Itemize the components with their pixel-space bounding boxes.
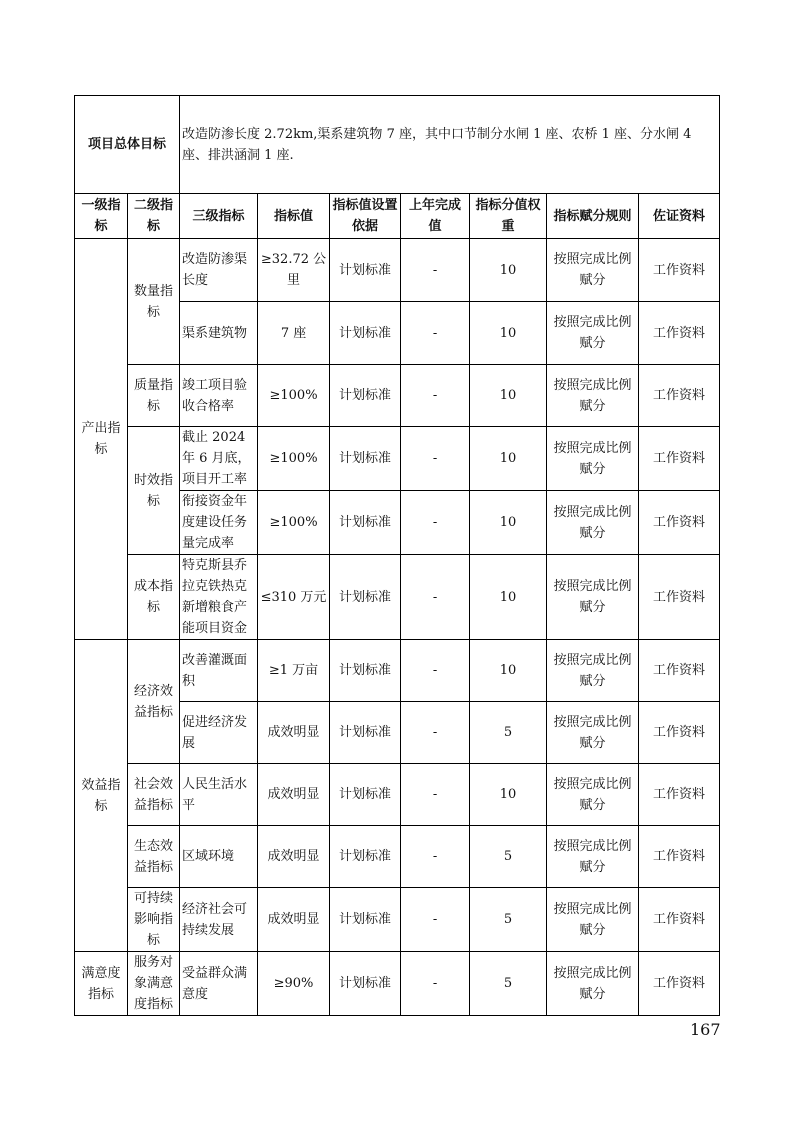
table-row bbox=[75, 365, 720, 427]
evidence-cell: 工作资料 bbox=[639, 555, 720, 640]
level3-cell: 竣工项目验收合格率 bbox=[180, 365, 258, 427]
weight-cell: 10 bbox=[470, 491, 547, 555]
value-cell: ≥100% bbox=[258, 427, 330, 491]
level3-cell: 受益群众满意度 bbox=[180, 952, 258, 1016]
weight-cell: 10 bbox=[470, 640, 547, 702]
table-row bbox=[75, 555, 720, 640]
basis-cell: 计划标准 bbox=[330, 302, 401, 365]
evidence-cell: 工作资料 bbox=[639, 491, 720, 555]
rule-cell: 按照完成比例赋分 bbox=[547, 427, 639, 491]
basis-cell: 计划标准 bbox=[330, 365, 401, 427]
level2-timeliness: 时效指标 bbox=[128, 427, 180, 555]
table-row bbox=[75, 239, 720, 302]
evidence-cell: 工作资料 bbox=[639, 302, 720, 365]
last-year-cell: - bbox=[401, 427, 470, 491]
basis-cell: 计划标准 bbox=[330, 239, 401, 302]
evidence-cell: 工作资料 bbox=[639, 640, 720, 702]
value-cell: 7 座 bbox=[258, 302, 330, 365]
header-rule: 指标赋分规则 bbox=[547, 194, 639, 239]
header-weight: 指标分值权重 bbox=[470, 194, 547, 239]
evidence-cell: 工作资料 bbox=[639, 702, 720, 764]
rule-cell: 按照完成比例赋分 bbox=[547, 555, 639, 640]
evidence-cell: 工作资料 bbox=[639, 365, 720, 427]
page-number: 167 bbox=[690, 1020, 721, 1039]
rule-cell: 按照完成比例赋分 bbox=[547, 764, 639, 826]
goal-text: 改造防渗长度 2.72km,渠系建筑物 7 座，其中口节制分水闸 1 座、农桥 1 座、分水闸 4 座、排洪涵洞 1 座. bbox=[180, 96, 720, 194]
level3-cell: 经济社会可持续发展 bbox=[180, 888, 258, 952]
level3-cell: 区域环境 bbox=[180, 826, 258, 888]
level3-cell: 特克斯县乔拉克铁热克新增粮食产能项目资金 bbox=[180, 555, 258, 640]
evidence-cell: 工作资料 bbox=[639, 764, 720, 826]
value-cell: 成效明显 bbox=[258, 888, 330, 952]
last-year-cell: - bbox=[401, 764, 470, 826]
weight-cell: 10 bbox=[470, 764, 547, 826]
level3-cell: 渠系建筑物 bbox=[180, 302, 258, 365]
basis-cell: 计划标准 bbox=[330, 952, 401, 1016]
weight-cell: 10 bbox=[470, 302, 547, 365]
weight-cell: 5 bbox=[470, 888, 547, 952]
rule-cell: 按照完成比例赋分 bbox=[547, 702, 639, 764]
header-level1: 一级指标 bbox=[75, 194, 128, 239]
basis-cell: 计划标准 bbox=[330, 427, 401, 491]
table-row bbox=[75, 427, 720, 491]
table-row bbox=[75, 888, 720, 952]
basis-cell: 计划标准 bbox=[330, 888, 401, 952]
value-cell: ≤310 万元 bbox=[258, 555, 330, 640]
weight-cell: 10 bbox=[470, 555, 547, 640]
last-year-cell: - bbox=[401, 702, 470, 764]
header-level3: 三级指标 bbox=[180, 194, 258, 239]
value-cell: ≥1 万亩 bbox=[258, 640, 330, 702]
goal-label: 项目总体目标 bbox=[75, 96, 180, 194]
level3-cell: 截止 2024 年 6 月底，项目开工率 bbox=[180, 427, 258, 491]
evidence-cell: 工作资料 bbox=[639, 826, 720, 888]
rule-cell: 按照完成比例赋分 bbox=[547, 491, 639, 555]
table-row bbox=[75, 764, 720, 826]
last-year-cell: - bbox=[401, 888, 470, 952]
level1-satisfaction: 满意度指标 bbox=[75, 952, 128, 1016]
value-cell: 成效明显 bbox=[258, 826, 330, 888]
basis-cell: 计划标准 bbox=[330, 826, 401, 888]
level2-cost: 成本指标 bbox=[128, 555, 180, 640]
last-year-cell: - bbox=[401, 952, 470, 1016]
rule-cell: 按照完成比例赋分 bbox=[547, 888, 639, 952]
rule-cell: 按照完成比例赋分 bbox=[547, 952, 639, 1016]
level3-cell: 人民生活水平 bbox=[180, 764, 258, 826]
table-row bbox=[75, 640, 720, 702]
weight-cell: 10 bbox=[470, 365, 547, 427]
rule-cell: 按照完成比例赋分 bbox=[547, 302, 639, 365]
weight-cell: 5 bbox=[470, 952, 547, 1016]
header-basis: 指标值设置依据 bbox=[330, 194, 401, 239]
performance-indicator-table bbox=[74, 95, 720, 1016]
basis-cell: 计划标准 bbox=[330, 555, 401, 640]
level3-cell: 改善灌溉面积 bbox=[180, 640, 258, 702]
value-cell: ≥100% bbox=[258, 365, 330, 427]
rule-cell: 按照完成比例赋分 bbox=[547, 640, 639, 702]
value-cell: 成效明显 bbox=[258, 702, 330, 764]
level2-ecological: 生态效益指标 bbox=[128, 826, 180, 888]
level2-quality: 质量指标 bbox=[128, 365, 180, 427]
level3-cell: 促进经济发展 bbox=[180, 702, 258, 764]
level1-output: 产出指标 bbox=[75, 239, 128, 640]
last-year-cell: - bbox=[401, 491, 470, 555]
value-cell: ≥90% bbox=[258, 952, 330, 1016]
goal-row bbox=[75, 96, 720, 194]
level2-quantity: 数量指标 bbox=[128, 239, 180, 365]
last-year-cell: - bbox=[401, 640, 470, 702]
rule-cell: 按照完成比例赋分 bbox=[547, 239, 639, 302]
level1-benefit: 效益指标 bbox=[75, 640, 128, 952]
header-row bbox=[75, 194, 720, 239]
value-cell: ≥100% bbox=[258, 491, 330, 555]
weight-cell: 5 bbox=[470, 702, 547, 764]
last-year-cell: - bbox=[401, 365, 470, 427]
header-evidence: 佐证资料 bbox=[639, 194, 720, 239]
level2-social: 社会效益指标 bbox=[128, 764, 180, 826]
level2-sustainable: 可持续影响指标 bbox=[128, 888, 180, 952]
level2-economic: 经济效益指标 bbox=[128, 640, 180, 764]
weight-cell: 5 bbox=[470, 826, 547, 888]
evidence-cell: 工作资料 bbox=[639, 427, 720, 491]
last-year-cell: - bbox=[401, 302, 470, 365]
header-level2: 二级指标 bbox=[128, 194, 180, 239]
last-year-cell: - bbox=[401, 826, 470, 888]
level3-cell: 改造防渗渠长度 bbox=[180, 239, 258, 302]
basis-cell: 计划标准 bbox=[330, 702, 401, 764]
last-year-cell: - bbox=[401, 555, 470, 640]
basis-cell: 计划标准 bbox=[330, 640, 401, 702]
level3-cell: 衔接资金年度建设任务量完成率 bbox=[180, 491, 258, 555]
rule-cell: 按照完成比例赋分 bbox=[547, 826, 639, 888]
last-year-cell: - bbox=[401, 239, 470, 302]
value-cell: 成效明显 bbox=[258, 764, 330, 826]
evidence-cell: 工作资料 bbox=[639, 952, 720, 1016]
header-last-year: 上年完成值 bbox=[401, 194, 470, 239]
evidence-cell: 工作资料 bbox=[639, 888, 720, 952]
basis-cell: 计划标准 bbox=[330, 491, 401, 555]
evidence-cell: 工作资料 bbox=[639, 239, 720, 302]
header-value: 指标值 bbox=[258, 194, 330, 239]
value-cell: ≥32.72 公里 bbox=[258, 239, 330, 302]
basis-cell: 计划标准 bbox=[330, 764, 401, 826]
weight-cell: 10 bbox=[470, 427, 547, 491]
table-row bbox=[75, 952, 720, 1016]
rule-cell: 按照完成比例赋分 bbox=[547, 365, 639, 427]
table-row bbox=[75, 826, 720, 888]
weight-cell: 10 bbox=[470, 239, 547, 302]
level2-service: 服务对象满意度指标 bbox=[128, 952, 180, 1016]
